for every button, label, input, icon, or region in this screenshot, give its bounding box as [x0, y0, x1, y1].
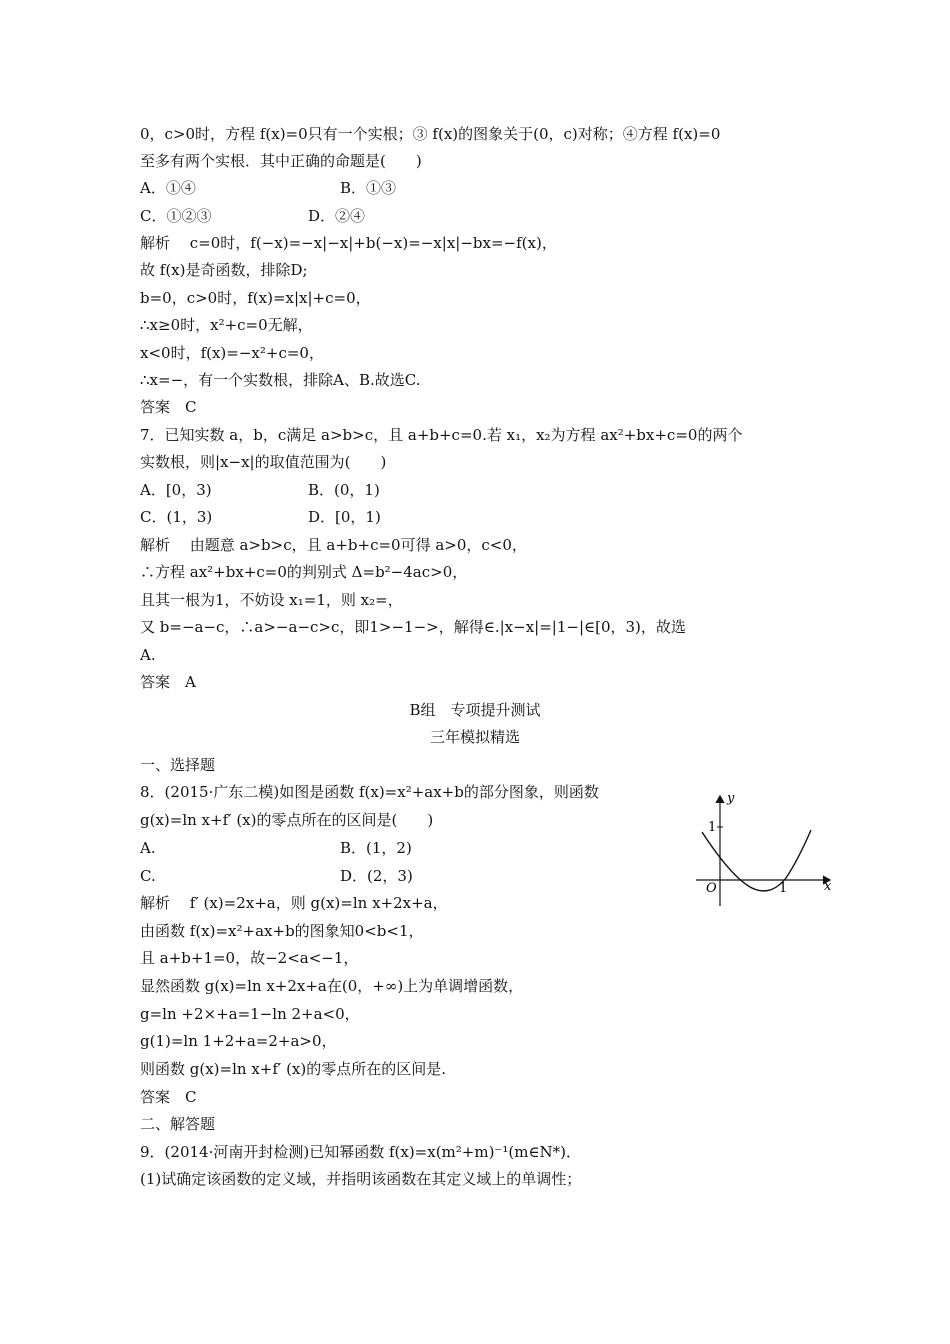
option-a: A.: [140, 839, 156, 857]
analysis-line: g=ln +2×+a=1−ln 2+a<0，: [140, 1005, 360, 1023]
analysis-line: ∴x≥0时，x²+c=0无解，: [140, 316, 313, 334]
analysis-line: 又 b=−a−c，∴a>−a−c>c，即1>−1−>，解得∈.|x−x|=|1−|∈[0，3)，故选: [140, 618, 686, 636]
y-tick-label: 1: [708, 820, 717, 835]
x-axis-label: x: [824, 879, 832, 894]
analysis-line: 由函数 f(x)=x²+ax+b的图象知0<b<1，: [140, 922, 424, 940]
section-heading: B组 专项提升测试: [409, 701, 541, 719]
option-d: D．②④: [308, 207, 366, 225]
option-c: C.: [140, 867, 156, 885]
y-axis-label: y: [727, 791, 735, 806]
x-tick-label: 1: [779, 881, 788, 896]
answer-line: 答案 C: [140, 398, 197, 416]
option-d: D．[0，1): [308, 508, 381, 526]
option-a: A．[0，3): [140, 481, 212, 499]
analysis-line: 且其一根为1，不妨设 x₁=1，则 x₂=，: [140, 591, 403, 609]
option-a: A．①④: [140, 179, 196, 197]
option-b: B．①③: [340, 179, 397, 197]
question-8: 8．(2015·广东二模)如图是函数 f(x)=x²+ax+b的部分图象，则函数: [140, 783, 599, 801]
analysis-line: g(1)=ln 1+2+a=2+a>0，: [140, 1032, 337, 1050]
analysis-line: ∴方程 ax²+bx+c=0的判别式 Δ=b²−4ac>0，: [140, 563, 468, 581]
option-b: B．(1，2): [340, 839, 412, 857]
analysis-line: 且 a+b+1=0，故−2<a<−1，: [140, 949, 359, 967]
parabola-curve: [702, 830, 811, 891]
answer-line: 答案 A: [140, 673, 196, 691]
analysis-line: ∴x=−，有一个实数根，排除A、B.故选C.: [140, 371, 421, 389]
question-9: 9．(2014·河南开封检测)已知幂函数 f(x)=x(m²+m)⁻¹(m∈N*)．: [140, 1143, 582, 1161]
analysis-line: 显然函数 g(x)=ln x+2x+a在(0，+∞)上为单调增函数，: [140, 977, 524, 995]
option-b: B．(0，1): [308, 481, 380, 499]
analysis-line: x<0时，f(x)=−x²+c=0，: [140, 344, 324, 362]
analysis-line: A.: [140, 646, 156, 664]
question-8-cont: g(x)=ln x+f′ (x)的零点所在的区间是( ): [140, 811, 434, 829]
question-7-cont: 实数根，则|x−x|的取值范围为( ): [140, 453, 387, 471]
origin-label: O: [706, 881, 717, 896]
analysis-line: 解析 c=0时，f(−x)=−x|−x|+b(−x)=−x|x|−bx=−f(x)，: [140, 234, 557, 252]
option-c: C．①②③: [140, 207, 212, 225]
analysis-line: 则函数 g(x)=ln x+f′ (x)的零点所在的区间是.: [140, 1060, 447, 1078]
text-line: 0，c>0时，方程 f(x)=0只有一个实根；③ f(x)的图象关于(0，c)对称；④方程 f(x)=0: [140, 125, 721, 143]
answer-line: 答案 C: [140, 1088, 197, 1106]
section-subheading: 三年模拟精选: [429, 728, 520, 746]
analysis-line: b=0，c>0时，f(x)=x|x|+c=0，: [140, 289, 371, 307]
analysis-line: 解析 由题意 a>b>c，且 a+b+c=0可得 a>0，c<0，: [140, 536, 527, 554]
analysis-line: 解析 f′ (x)=2x+a，则 g(x)=ln x+2x+a，: [140, 894, 448, 912]
part-heading: 二、解答题: [140, 1115, 216, 1133]
question-9-part-1: (1)试确定该函数的定义域，并指明该函数在其定义域上的单调性；: [140, 1170, 582, 1188]
option-c: C．(1，3): [140, 508, 213, 526]
function-graph: [690, 790, 840, 910]
analysis-line: 故 f(x)是奇函数，排除D;: [140, 261, 308, 279]
text-line: 至多有两个实根．其中正确的命题是( ): [140, 152, 422, 170]
part-heading: 一、选择题: [140, 756, 216, 774]
question-7: 7．已知实数 a，b，c满足 a>b>c，且 a+b+c=0.若 x₁，x₂为方程 ax²+bx+c=0的两个: [140, 426, 743, 444]
option-d: D．(2，3): [340, 867, 413, 885]
